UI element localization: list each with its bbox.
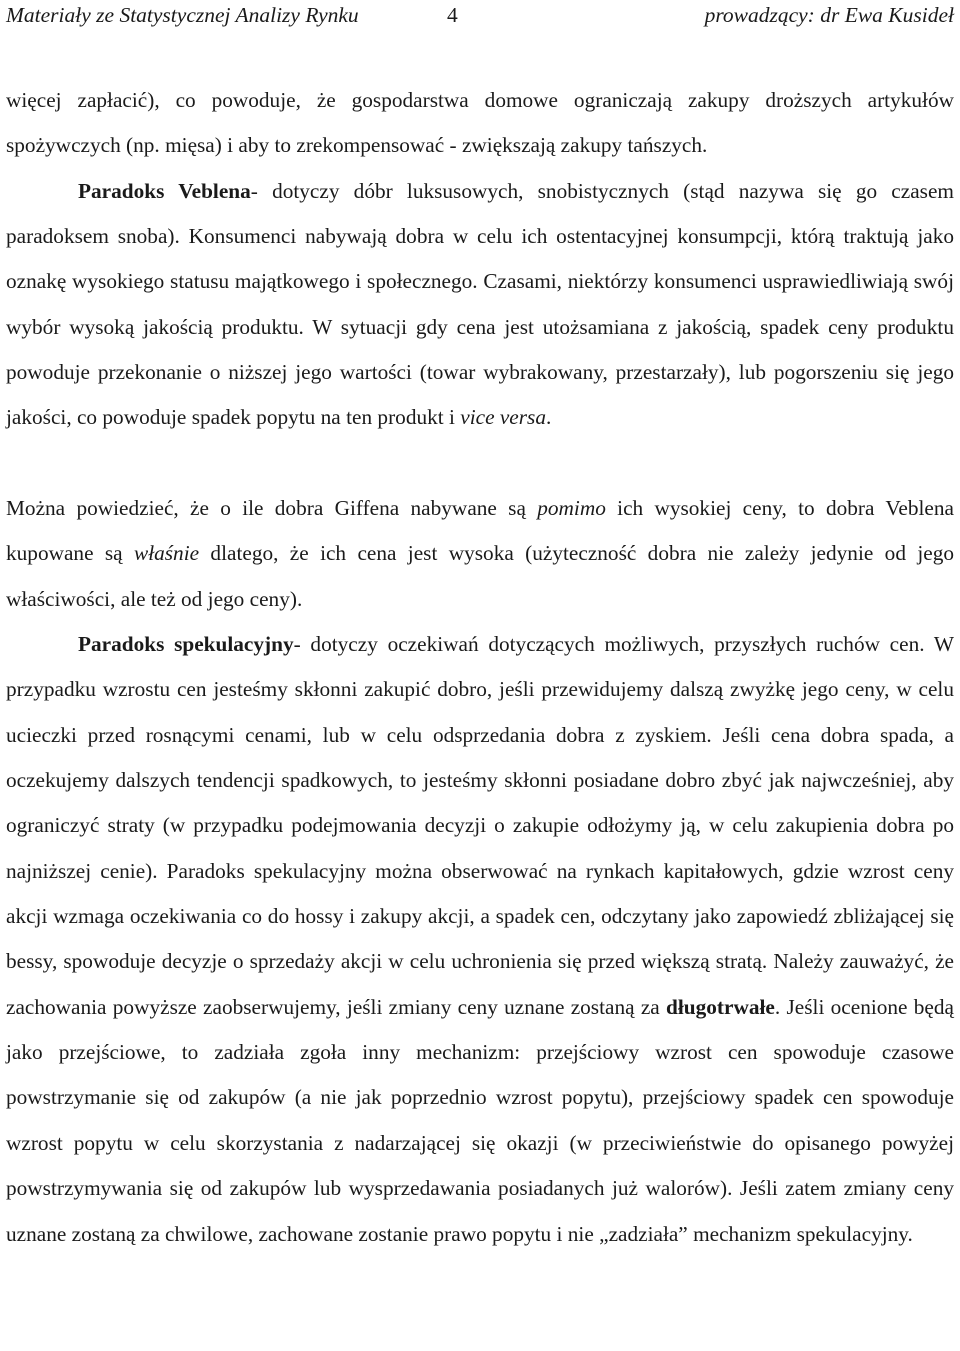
paragraph-giffen-veblen-comparison: Można powiedzieć, że o ile dobra Giffena nabywane są pomimo ich wysokiej ceny, to dobra Veblena kupowane są właśnie dlatego, że ich cena jest wysoka (użyteczność dobra nie zależy jedynie od jego właściwości, ale też od jego ceny). xyxy=(6,496,955,611)
paragraph-veblen-paradox: Paradoks Veblena- dotyczy dóbr luksusowych, snobistycznych (stąd nazywa się go czasem paradoksem snoba). Konsumenci nabywają dobra w celu ich ostentacyjnej konsumpcji, którą traktują jako oznakę wysokiego statusu majątkowego i społecznego. Czasami, niektórzy konsumenci usprawiedliwiają swój wybór wysoką jakością produktu. W sytuacji gdy cena jest utożsamiana z jakością, spadek ceny produktu powoduje przekonanie o niższej jego wartości (towar wybrakowany, przestarzały), lub pogorszeniu się jego jakości, co powoduje spadek popytu na ten produkt i vice versa. xyxy=(6,178,954,430)
header-lecturer: prowadzący: dr Ewa Kusideł xyxy=(704,3,954,27)
bold-dlugotrwale: długotrwałe xyxy=(666,994,775,1019)
text-block-lower xyxy=(6,486,954,1257)
header-course-title: Materiały ze Statystycznej Analizy Rynku xyxy=(6,3,359,27)
header-page-number: 4 xyxy=(447,3,458,27)
text-block-upper xyxy=(6,78,954,441)
italic-wlasnie: właśnie xyxy=(134,541,200,566)
term-speculative-paradox: Paradoks spekulacyjny xyxy=(78,632,294,657)
italic-pomimo: pomimo xyxy=(537,496,606,520)
term-veblen-paradox: Paradoks Veblena xyxy=(78,178,251,203)
paragraph-giffen-continuation: więcej zapłacić), co powoduje, że gospodarstwa domowe ograniczają zakupy droższych artykułów spożywczych (np. mięsa) i aby to zrekompensować - zwiększają zakupy tańszych. xyxy=(6,88,954,158)
paragraph-speculative-paradox: Paradoks spekulacyjny- dotyczy oczekiwań dotyczących możliwych, przyszłych ruchów cen. W przypadku wzrostu cen jesteśmy skłonni zakupić dobro, jeśli przewidujemy dalszą zwyżkę jego ceny, w celu ucieczki przed rosnącymi cenami, lub w celu odsprzedania dobra z zyskiem. Jeśli cena dobra spada, a oczekujemy dalszych tendencji spadkowych, to jesteśmy skłonni posiadane dobro zbyć jak najwcześniej, aby ograniczyć straty (w przypadku podejmowania decyzji o zakupie odłożymy ją, w celu zakupienia dobra po najniższej cenie). Paradoks spekulacyjny można obserwować na rynkach kapitałowych, gdzie wzrost ceny akcji wzmaga oczekiwania co do hossy i zakupy akcji, a spadek cen, odczytany jako zapowiedź zbliżającej się bessy, spowoduje decyzje o sprzedaży akcji w celu uchronienia się przed większą stratą. Należy zauważyć, że zachowania powyższe zaobserwujemy, jeśli zmiany ceny uznane zostaną za długotrwałe. Jeśli ocenione będą jako przejściowe, to zadziała zgoła inny mechanizm: przejściowy wzrost cen spowoduje czasowe powstrzymanie się od zakupów (a nie jak poprzednio wzrost popytu), przejściowy spadek cen spowoduje wzrost popytu w celu skorzystania z nadarzającej się okazji (w przeciwieństwie do opisanego powyżej powstrzymywania się od zakupów lub wysprzedawania posiadanych już walorów). Jeśli zatem zmiany ceny uznane zostaną za chwilowe, zachowane zostanie prawo popytu i nie „zadziała” mechanizm spekulacyjny. xyxy=(6,632,954,1246)
page-header xyxy=(6,0,954,30)
italic-vice-versa: vice versa xyxy=(460,405,546,430)
